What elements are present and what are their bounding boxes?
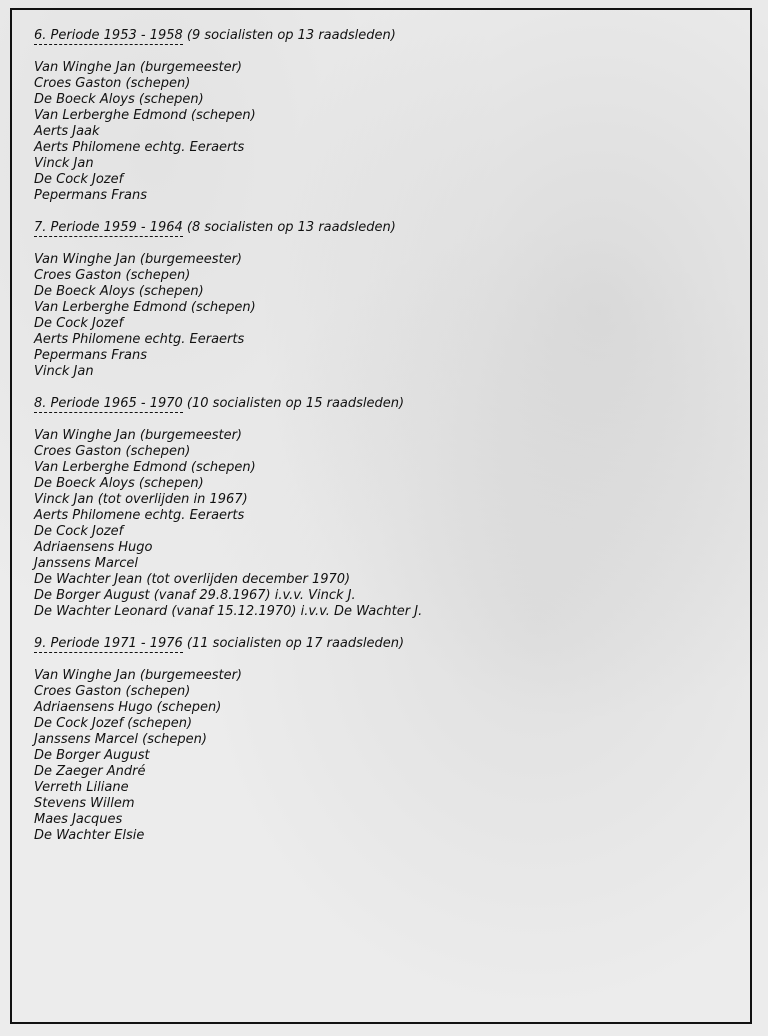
list-item: Van Lerberghe Edmond (schepen) xyxy=(34,300,256,315)
section-heading xyxy=(34,396,728,412)
list-item: De Boeck Aloys (schepen) xyxy=(34,284,204,299)
list-item: De Cock Jozef xyxy=(34,316,124,331)
period-section-7 xyxy=(34,220,728,380)
list-item: Pepermans Frans xyxy=(34,348,148,363)
section-heading xyxy=(34,28,728,44)
list-item: Vinck Jan xyxy=(34,364,94,379)
list-item: Croes Gaston (schepen) xyxy=(34,684,191,699)
period-section-6 xyxy=(34,28,728,204)
list-item: Adriaensens Hugo xyxy=(34,540,153,555)
list-item: De Boeck Aloys (schepen) xyxy=(34,476,204,491)
list-item: De Cock Jozef (schepen) xyxy=(34,716,193,731)
member-list xyxy=(34,428,728,620)
list-item: Pepermans Frans xyxy=(34,188,148,203)
list-item: Janssens Marcel xyxy=(34,556,139,571)
list-item: Aerts Jaak xyxy=(34,124,100,139)
list-item: Croes Gaston (schepen) xyxy=(34,268,191,283)
list-item: Van Winghe Jan (burgemeester) xyxy=(34,428,242,443)
list-item: De Cock Jozef xyxy=(34,172,124,187)
list-item: De Wachter Elsie xyxy=(34,828,145,843)
list-item: Vinck Jan (tot overlijden in 1967) xyxy=(34,492,248,507)
member-list xyxy=(34,252,728,380)
list-item: Aerts Philomene echtg. Eeraerts xyxy=(34,140,245,155)
list-item: Verreth Liliane xyxy=(34,780,129,795)
period-summary: (8 socialisten op 13 raadsleden) xyxy=(182,220,396,235)
list-item: Aerts Philomene echtg. Eeraerts xyxy=(34,508,245,523)
member-list xyxy=(34,668,728,844)
period-section-8 xyxy=(34,396,728,620)
list-item: Vinck Jan xyxy=(34,156,94,171)
list-item: Van Lerberghe Edmond (schepen) xyxy=(34,108,256,123)
list-item: De Wachter Leonard (vanaf 15.12.1970) i.v.v. De Wachter J. xyxy=(34,604,423,619)
section-heading xyxy=(34,220,728,236)
period-summary: (11 socialisten op 17 raadsleden) xyxy=(182,636,405,651)
list-item: De Wachter Jean (tot overlijden december 1970) xyxy=(34,572,351,587)
period-title: 6. Periode 1953 - 1958 xyxy=(34,28,183,43)
list-item: Aerts Philomene echtg. Eeraerts xyxy=(34,332,245,347)
period-title: 8. Periode 1965 - 1970 xyxy=(34,396,183,411)
member-list xyxy=(34,60,728,204)
list-item: De Borger August (vanaf 29.8.1967) i.v.v. Vinck J. xyxy=(34,588,356,603)
list-item: Van Winghe Jan (burgemeester) xyxy=(34,252,242,267)
document-content xyxy=(34,28,728,844)
period-title: 7. Periode 1959 - 1964 xyxy=(34,220,183,235)
list-item: Croes Gaston (schepen) xyxy=(34,444,191,459)
list-item: De Borger August xyxy=(34,748,150,763)
list-item: Van Winghe Jan (burgemeester) xyxy=(34,60,242,75)
list-item: De Zaeger André xyxy=(34,764,146,779)
period-title: 9. Periode 1971 - 1976 xyxy=(34,636,183,651)
period-section-9 xyxy=(34,636,728,844)
list-item: Croes Gaston (schepen) xyxy=(34,76,191,91)
list-item: Adriaensens Hugo (schepen) xyxy=(34,700,222,715)
list-item: De Boeck Aloys (schepen) xyxy=(34,92,204,107)
list-item: Van Lerberghe Edmond (schepen) xyxy=(34,460,256,475)
section-heading xyxy=(34,636,728,652)
list-item: Van Winghe Jan (burgemeester) xyxy=(34,668,242,683)
list-item: Maes Jacques xyxy=(34,812,123,827)
period-summary: (9 socialisten op 13 raadsleden) xyxy=(182,28,396,43)
period-summary: (10 socialisten op 15 raadsleden) xyxy=(182,396,405,411)
list-item: Stevens Willem xyxy=(34,796,135,811)
list-item: Janssens Marcel (schepen) xyxy=(34,732,207,747)
list-item: De Cock Jozef xyxy=(34,524,124,539)
